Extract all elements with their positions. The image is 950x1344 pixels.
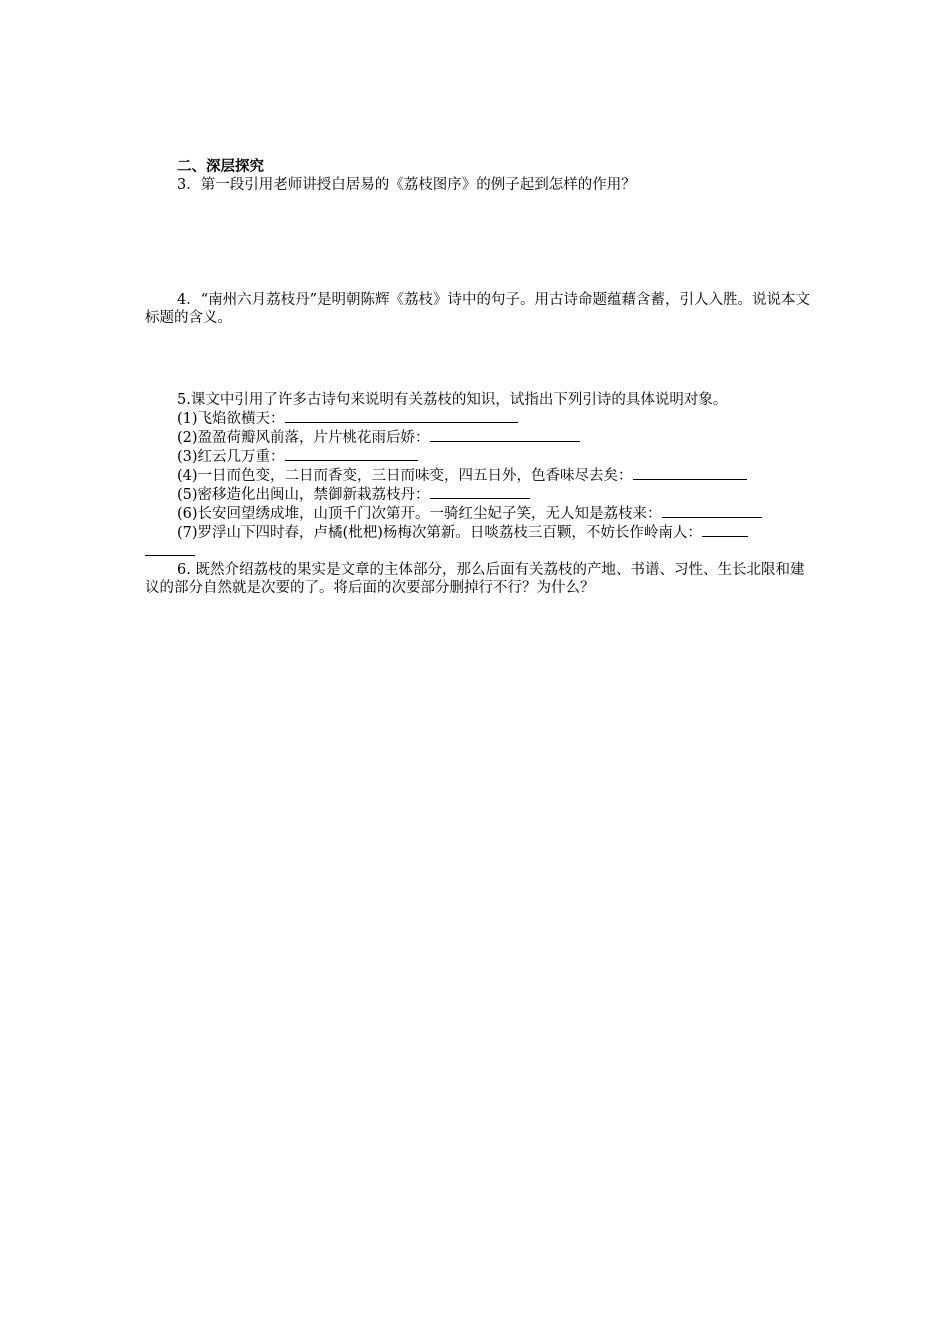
- question-5-item-7: [145, 523, 813, 542]
- worksheet: [145, 158, 813, 597]
- question-5-item-4: [145, 466, 813, 485]
- answer-blank[interactable]: [285, 447, 418, 461]
- answer-space-3: [145, 194, 813, 291]
- item-text: (2)盈盈荷瓣风前落，片片桃花雨后娇：: [177, 430, 430, 446]
- question-5-item-2: [145, 428, 813, 447]
- question-5-item-3: [145, 447, 813, 466]
- question-6: 6. 既然介绍荔枝的果实是文章的主体部分，那么后面有关荔枝的产地、书谱、习性、生长北限和建议的部分自然就是次要的了。将后面的次要部分删掉行不行？为什么？: [145, 562, 805, 596]
- item-text: (7)罗浮山下四时春，卢橘(枇杷)杨梅次第新。日啖荔枝三百颗，不妨长作岭南人：: [177, 525, 702, 541]
- question-5-item-6: [145, 504, 813, 523]
- answer-blank[interactable]: [430, 428, 580, 442]
- section-heading: 二、深层探究: [177, 158, 264, 175]
- item-text: (5)密移造化出闽山，禁御新栽荔枝丹：: [177, 487, 430, 503]
- item-text: (6)长安回望绣成堆，山顶千门次第开。一骑红尘妃子笑，无人知是荔枝来：: [177, 506, 662, 522]
- answer-blank[interactable]: [430, 485, 530, 499]
- question-4: 4．“南州六月荔枝丹”是明朝陈辉《荔枝》诗中的句子。用古诗命题蕴藉含蓄，引人入胜。说说本文标题的含义。: [145, 292, 811, 326]
- answer-blank[interactable]: [662, 504, 762, 518]
- item-text: (1)飞焰欲横天：: [177, 411, 285, 427]
- question-5-item-7-continued: [145, 542, 813, 561]
- answer-blank[interactable]: [145, 542, 195, 556]
- question-5-item-1: [145, 409, 813, 428]
- answer-blank[interactable]: [285, 409, 518, 423]
- item-text: (3)红云几万重：: [177, 449, 285, 465]
- answer-blank[interactable]: [633, 466, 747, 480]
- question-5-prompt: 5.课文中引用了许多古诗句来说明有关荔枝的知识，试指出下列引诗的具体说明对象。: [177, 392, 728, 408]
- question-5-item-5: [145, 485, 813, 504]
- question-3: 3．第一段引用老师讲授白居易的《荔枝图序》的例子起到怎样的作用？: [177, 177, 636, 193]
- answer-space-4: [145, 327, 813, 391]
- item-text: (4)一日而色变，二日而香变，三日而味变，四五日外，色香味尽去矣：: [177, 468, 633, 484]
- answer-blank[interactable]: [702, 523, 748, 537]
